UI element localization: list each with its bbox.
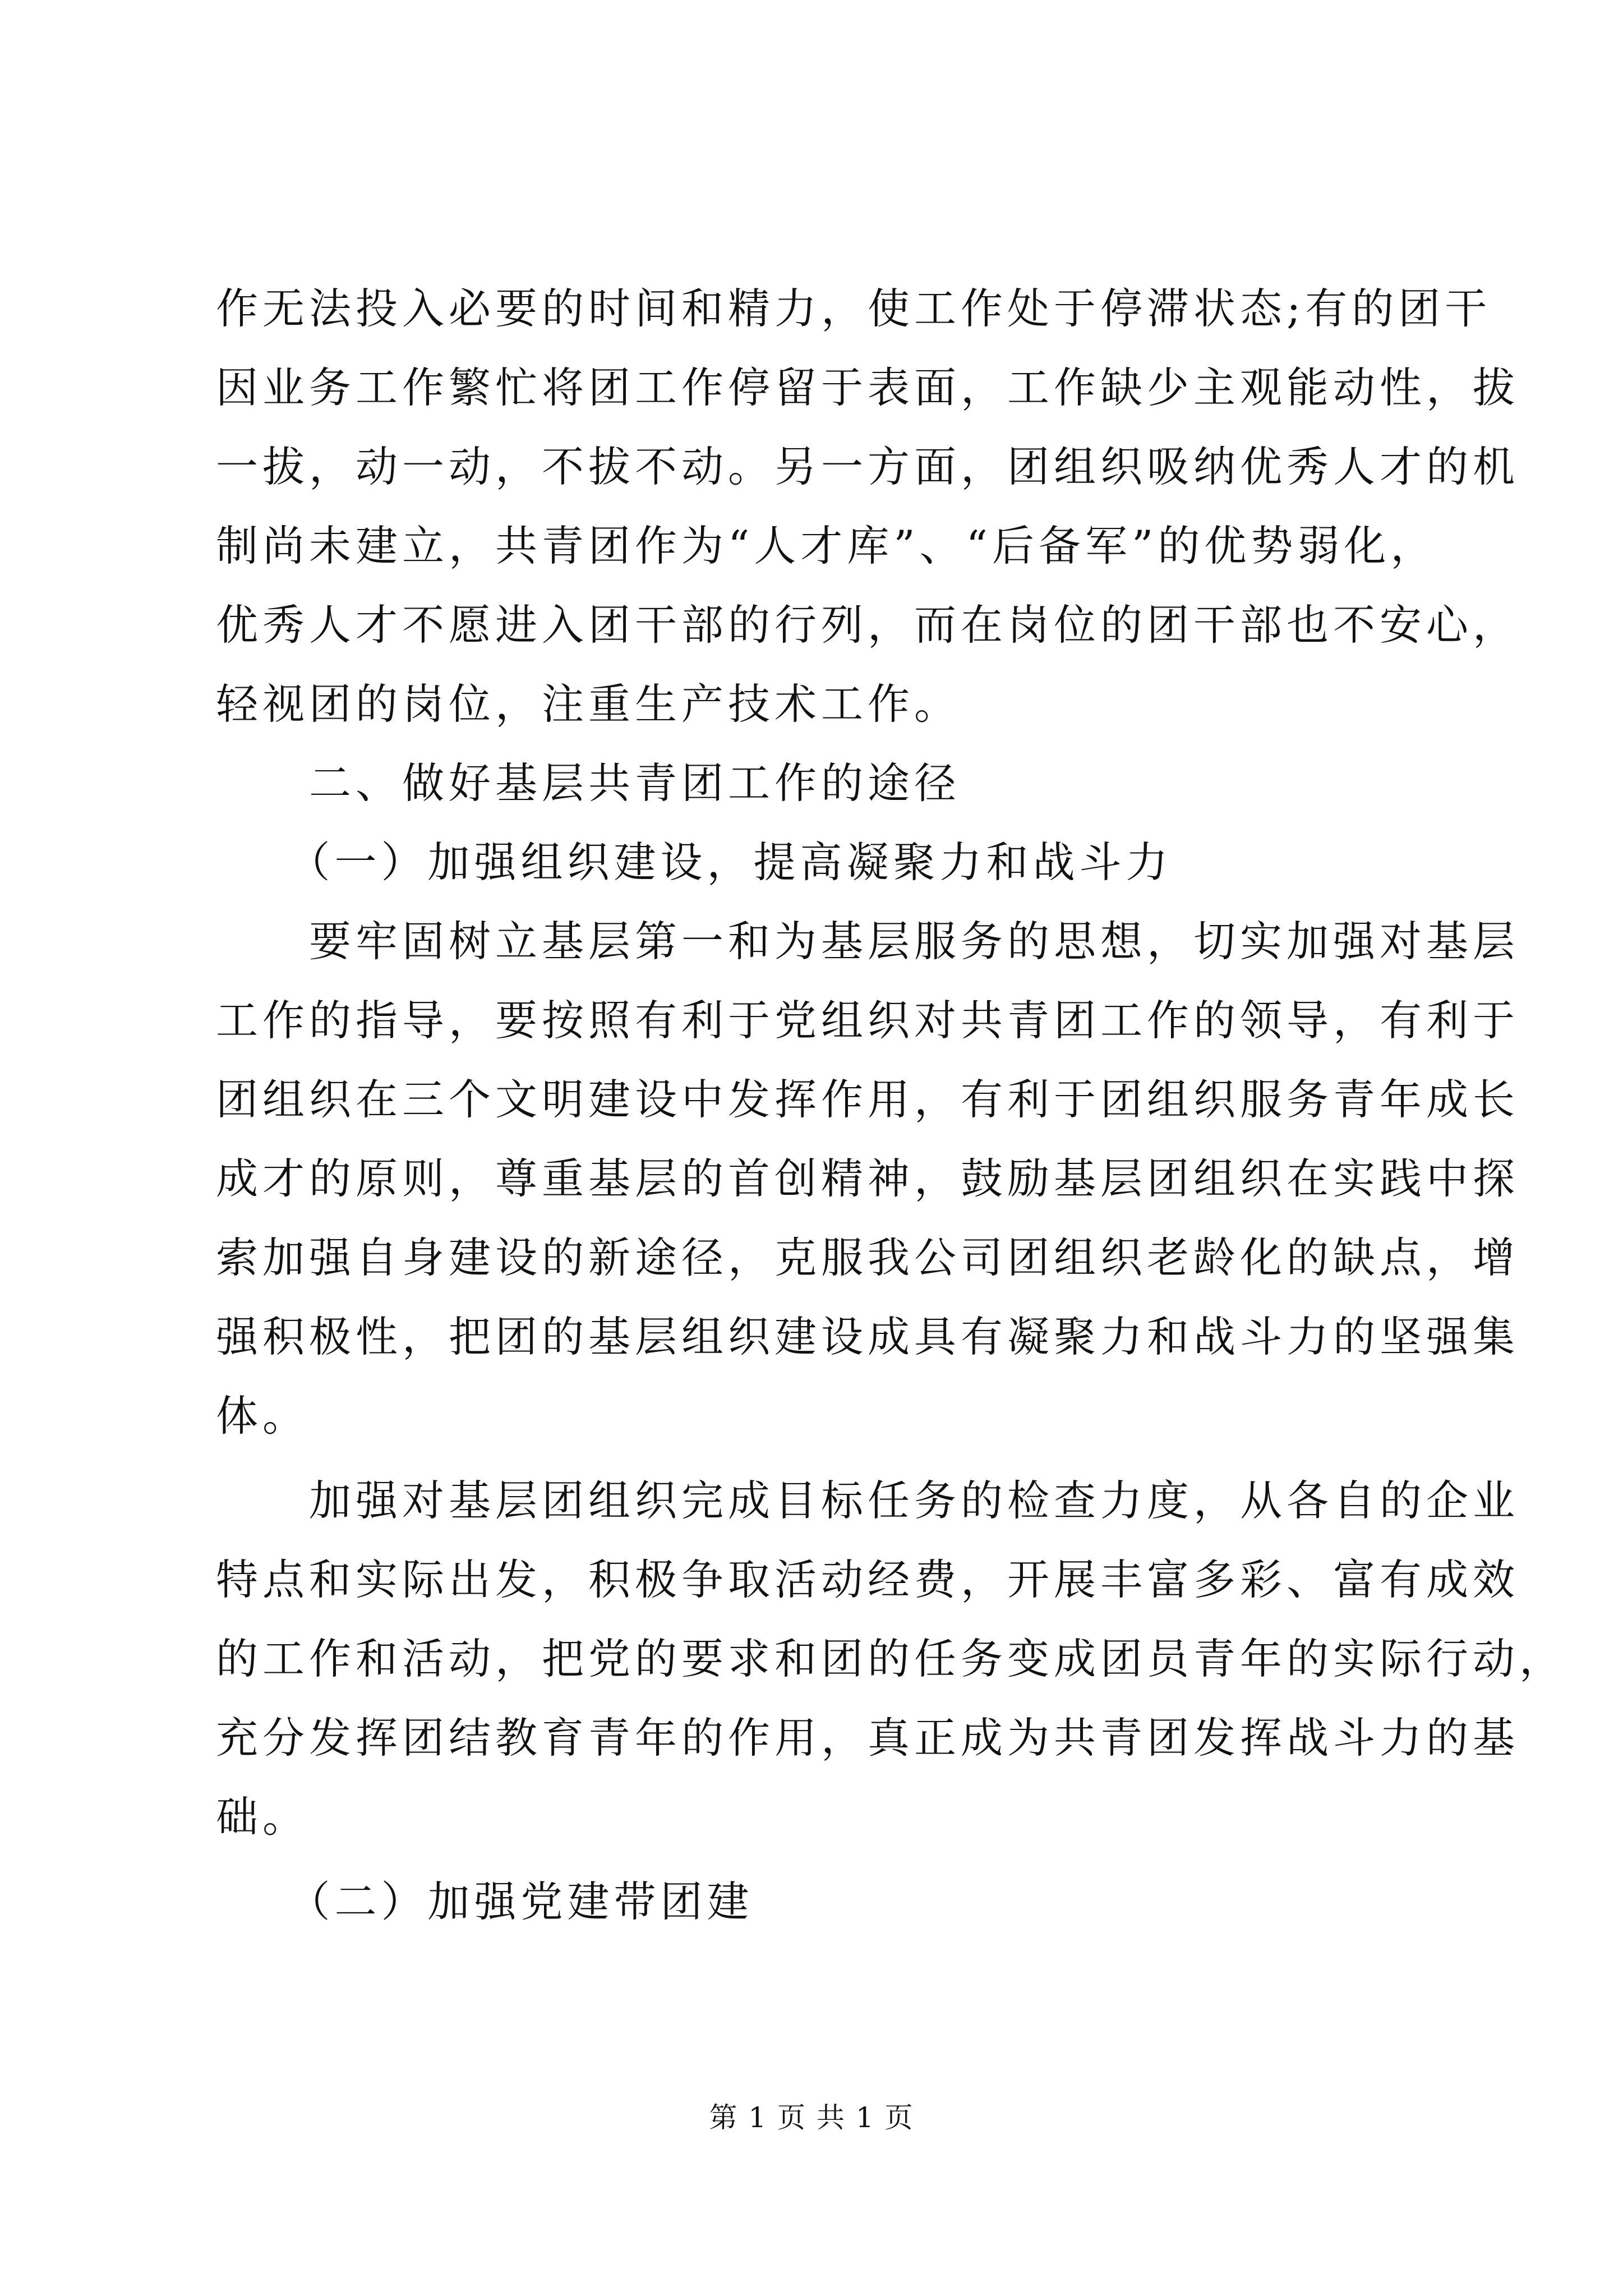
text-line: 优秀人才不愿进入团干部的行列，而在岗位的团干部也不安心， [216,600,1520,650]
text-line: 制尚未建立，共青团作为“人才库”、“后备军”的优势弱化， [216,521,1437,570]
text-line: 工作的指导，要按照有利于党组织对共青团工作的领导，有利于 [216,996,1520,1045]
paragraph-gap [216,1857,1410,1862]
page-footer [0,2101,1623,2134]
text-line: 的工作和活动，把党的要求和团的任务变成团员青年的实际行动， [216,1634,1566,1683]
page-number: 第 1 页 共 1 页 [709,2101,914,2134]
text-line: 加强对基层团组织完成目标任务的检查力度，从各自的企业 [216,1476,1520,1525]
text-line: 强积极性，把团的基层组织建设成具有凝聚力和战斗力的坚强集 [216,1312,1520,1361]
text-line: 作无法投入必要的时间和精力，使工作处于停滞状态;有的团干 [216,284,1492,333]
body-text [216,269,1566,1941]
text-line: 因业务工作繁忙将团工作停留于表面，工作缺少主观能动性，拔 [216,363,1520,412]
text-line: 要牢固树立基层第一和为基层服务的思想，切实加强对基层 [216,917,1520,966]
text-line: 充分发挥团结教育青年的作用，真正成为共青团发挥战斗力的基 [216,1713,1520,1763]
text-line: 一拔，动一动，不拔不动。另一方面，团组织吸纳优秀人才的机 [216,442,1520,491]
subsection-heading: （一）加强组织建设，提高凝聚力和战斗力 [216,838,1173,887]
paragraph-gap [216,1456,1410,1461]
subsection-heading: （二）加强党建带团建 [216,1877,754,1926]
text-line: 团组织在三个文明建设中发挥作用，有利于团组织服务青年成长 [216,1075,1520,1124]
section-heading: 二、做好基层共青团工作的途径 [216,758,961,808]
text-line: 特点和实际出发，积极争取活动经费，开展丰富多彩、富有成效 [216,1555,1520,1604]
text-line: 础。 [216,1792,310,1842]
text-line: 轻视团的岗位，注重生产技术工作。 [216,679,961,729]
text-line: 体。 [216,1391,310,1441]
text-line: 成才的原则，尊重基层的首创精神，鼓励基层团组织在实践中探 [216,1154,1520,1203]
text-line: 索加强自身建设的新途径，克服我公司团组织老龄化的缺点，增 [216,1233,1520,1282]
